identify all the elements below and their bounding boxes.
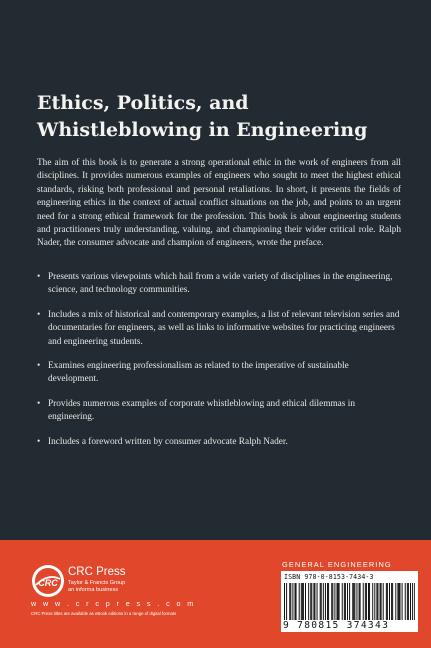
publisher-group-block bbox=[68, 580, 125, 594]
isbn-label: ISBN 978-0-8153-7434-3 bbox=[284, 573, 374, 581]
book-description: The aim of this book is to generate a strong operational ethic in the work of engineers from all disciplines. It provides numerous examples of engineers who sought to meet the highest ethical standards, risking both professional and personal retaliations. In short, it presents the fields of engineering ethics in the context of actual conflict situations on the job, and points to an urgent need for a strong ethical framework for the profession. This book is about engineering students and practitioners truly understanding, valuing, and championing their wider critical role. Ralph Nader, the consumer advocate and champion of engineers, wrote the preface. bbox=[37, 158, 401, 249]
logo-text: CRC bbox=[38, 578, 58, 588]
feature-list bbox=[37, 271, 401, 460]
list-item bbox=[37, 360, 401, 387]
bullet-text: Presents various viewpoints which hail from a wide variety of disciplines in the engineering, science, and technology communities. bbox=[48, 272, 393, 296]
publisher-group: Taylor & Francis Group bbox=[68, 580, 126, 586]
category-label: GENERAL ENGINEERING bbox=[282, 560, 392, 569]
bullet-text: Includes a mix of historical and contemporary examples, a list of relevant television series and documentaries for engineers, as well as links to informative websites for practicing engineers and engineering students. bbox=[48, 309, 400, 347]
bullet-icon: • bbox=[37, 272, 41, 282]
list-item bbox=[37, 398, 401, 425]
barcode-digits: 9 780815 374343 bbox=[283, 620, 390, 631]
bullet-icon: • bbox=[37, 398, 41, 409]
bullet-icon: • bbox=[37, 361, 41, 372]
book-title: Ethics, Politics, and Whistleblowing in Engineering bbox=[37, 92, 368, 141]
list-item bbox=[37, 271, 401, 298]
crc-logo-icon bbox=[32, 565, 64, 597]
barcode-box bbox=[281, 571, 418, 632]
publisher-url[interactable]: w w w . c r c p r e s s . c o m bbox=[31, 599, 196, 608]
bullet-text: Provides numerous examples of corporate whistleblowing and ethical dilemmas in engineering. bbox=[48, 398, 355, 423]
publisher-business: an informa business bbox=[68, 587, 119, 593]
bullet-text: Includes a foreword written by consumer advocate Ralph Nader. bbox=[48, 436, 288, 447]
list-item bbox=[37, 309, 401, 349]
list-item bbox=[37, 436, 401, 449]
publisher-name: CRC Press bbox=[68, 566, 126, 578]
bullet-text: Examines engineering professionalism as related to the imperative of sustainable development. bbox=[48, 361, 349, 385]
bullet-icon: • bbox=[37, 309, 41, 320]
ebook-note: CRC Press titles are available as eBook editions in a range of digital formats bbox=[31, 611, 177, 616]
barcode-icon bbox=[284, 583, 415, 620]
bullet-icon: • bbox=[37, 436, 41, 447]
